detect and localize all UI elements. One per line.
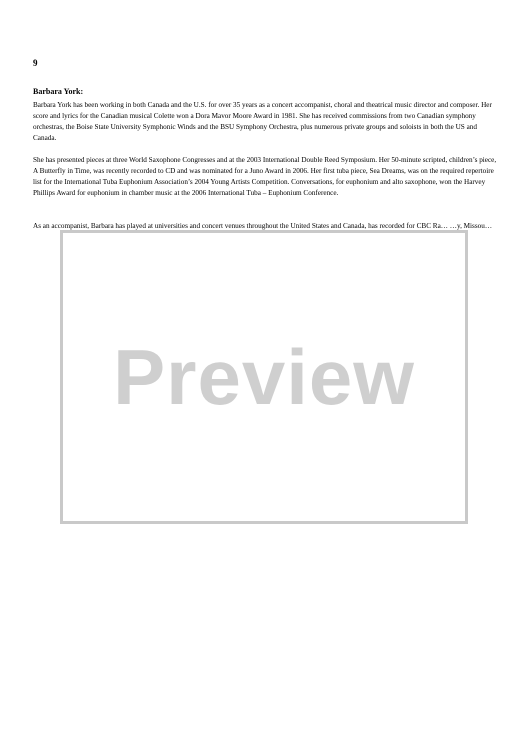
bio-paragraph-3: As an accompanist, Barbara has played at universities and concert venues throughout the United States and Canada, has recorded for CBC Ra… …y, Missou… <box>33 222 493 230</box>
bio-paragraph-1: Barbara York has been working in both Canada and the U.S. for over 35 years as a concert accompanist, choral and theatrical music director and composer. Her score and lyrics for the Canadian musical Colette won a Dora Mavor Moore Award in 1981. She has received commissions from two Canadian symphony orchestras, the Boise State University Symphonic Winds and the BSU Symphony Orchestra, plus numerous private groups and soloists in both the US and Canada. <box>33 101 492 142</box>
bio-heading: Barbara York: <box>33 87 84 96</box>
preview-watermark: Preview <box>113 332 415 421</box>
page-number: 9 <box>33 58 38 68</box>
bio-paragraph-2: She has presented pieces at three World Saxophone Congresses and at the 2003 International Double Reed Symposium. Her 50-minute scripted, children’s piece, A Butterfly in Time, was recently recorded to CD and was nominated for a Juno Award in 2006. Her first tuba piece, Sea Dreams, was on the required repertoire list for the International Tuba Euphonium Association’s 2004 Young Artists Competition. Conversations, for euphonium and alto saxophone, won the Harvey Phillips Award for euphonium in chamber music at the 2006 International Tuba – Euphonium Conference. <box>33 156 497 197</box>
preview-overlay <box>60 230 468 524</box>
